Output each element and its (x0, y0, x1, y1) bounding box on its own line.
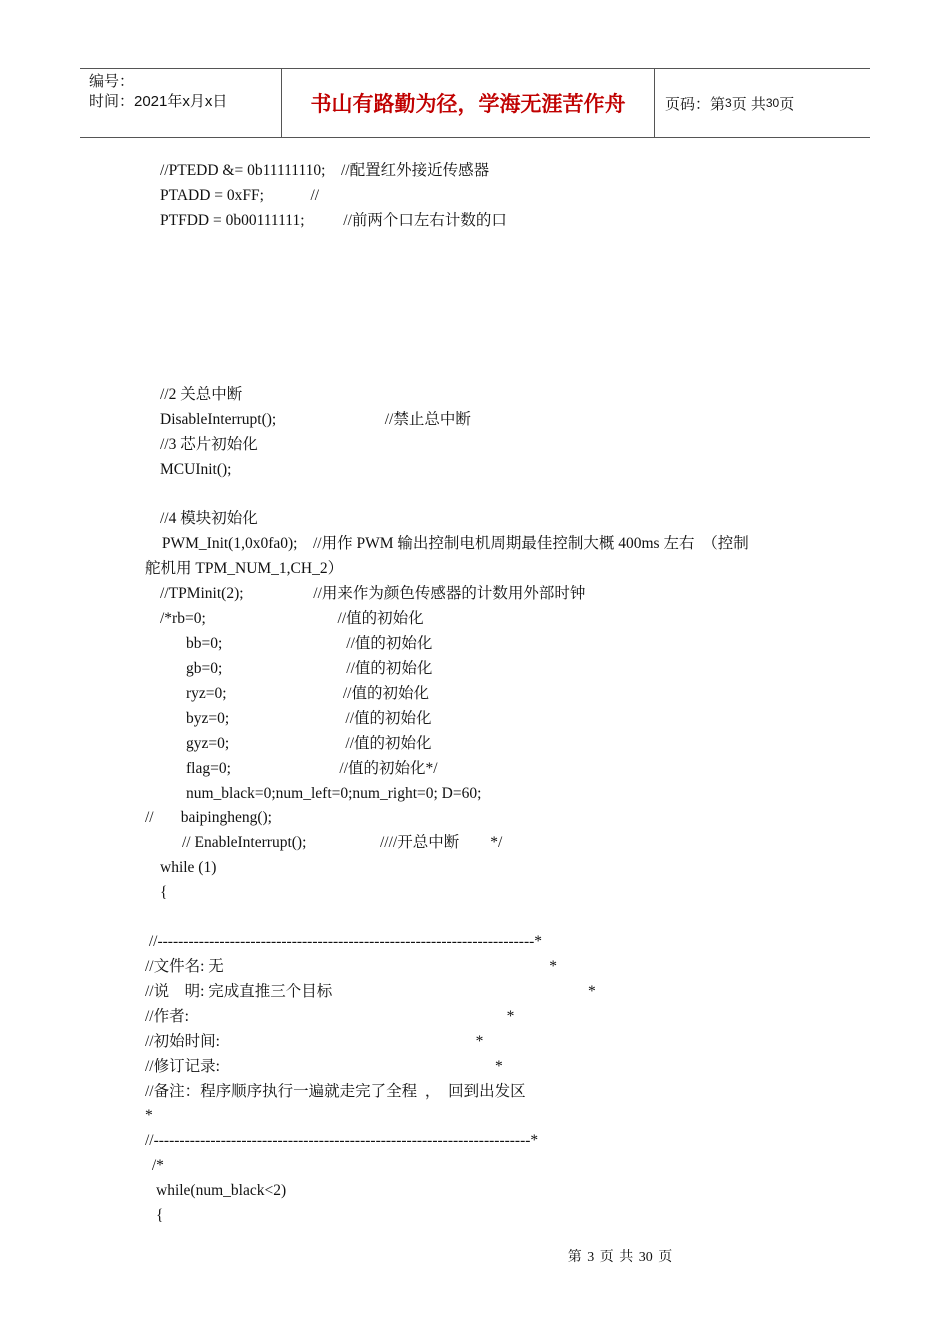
code-line: //TPMinit(2); //用来作为颜色传感器的计数用外部时钟 (160, 585, 586, 602)
code-line: PWM_Init(1,0x0fa0); //用作 PWM 输出控制电机周期最佳控制大概 400ms 左右 （控制 (158, 535, 749, 552)
code-line: byz=0; //值的初始化 (186, 710, 432, 727)
code-line: //-------------------------------------------------------------------------* (145, 1132, 539, 1149)
header-page-cell (655, 69, 870, 137)
code-line: //作者: * (145, 1008, 515, 1025)
number-label: 编号： (89, 73, 135, 90)
code-line: //备注：程序顺序执行一遍就走完了全程 ， 回到出发区 (145, 1083, 526, 1100)
header-meta-cell (80, 69, 282, 137)
code-line: while(num_black<2) (156, 1182, 287, 1199)
code-line: { (160, 884, 168, 901)
code-line: /*rb=0; //值的初始化 (160, 610, 424, 627)
code-line: /* (148, 1157, 164, 1174)
page-header (80, 68, 870, 138)
code-line: flag=0; //值的初始化*/ (186, 760, 438, 777)
code-line: gb=0; //值的初始化 (186, 660, 433, 677)
code-line: { (156, 1207, 164, 1224)
code-line: DisableInterrupt(); //禁止总中断 (160, 411, 471, 428)
page-suffix: 页 (779, 95, 795, 113)
header-motto-cell (282, 69, 655, 137)
code-line: num_black=0;num_left=0;num_right=0; D=60; (186, 785, 482, 802)
code-line: PTFDD = 0b00111111; //前两个口左右计数的口 (160, 212, 507, 229)
code-line: //-------------------------------------------------------------------------* (145, 933, 543, 950)
code-line: //PTEDD &= 0b11111110; //配置红外接近传感器 (160, 162, 490, 179)
code-line: //文件名: 无 * (145, 958, 558, 975)
page-prefix: 页码：第 (665, 95, 726, 113)
code-line: //修订记录: * (145, 1058, 503, 1075)
code-line: //说 明: 完成直推三个目标 * (145, 983, 596, 1000)
date-label: 时间：2021年x月x日 (89, 93, 228, 110)
code-line: MCUInit(); (160, 461, 232, 478)
code-line: while (1) (160, 859, 217, 876)
page-total: 30 (765, 96, 780, 110)
page-footer: 第 3 页 共 30 页 (567, 1250, 673, 1265)
code-line: //初始时间: * (145, 1033, 484, 1050)
code-line: //2 关总中断 (160, 386, 243, 403)
code-line: ryz=0; //值的初始化 (186, 685, 429, 702)
code-line: gyz=0; //值的初始化 (186, 735, 432, 752)
code-line: //4 模块初始化 (160, 510, 258, 527)
code-line: bb=0; //值的初始化 (186, 635, 433, 652)
code-line: PTADD = 0xFF; // (160, 187, 320, 204)
page-mid: 页 共 (731, 95, 766, 113)
code-line: // baipingheng(); (145, 809, 272, 826)
motto-text: 书山有路勤为径，学海无涯苦作舟 (310, 92, 626, 116)
page-number: 3 (725, 96, 732, 110)
code-line: // EnableInterrupt(); ////开总中断 */ (182, 834, 503, 851)
code-line: //3 芯片初始化 (160, 436, 258, 453)
code-line: * (145, 1107, 153, 1124)
code-line: 舵机用 TPM_NUM_1,CH_2） (145, 560, 344, 577)
